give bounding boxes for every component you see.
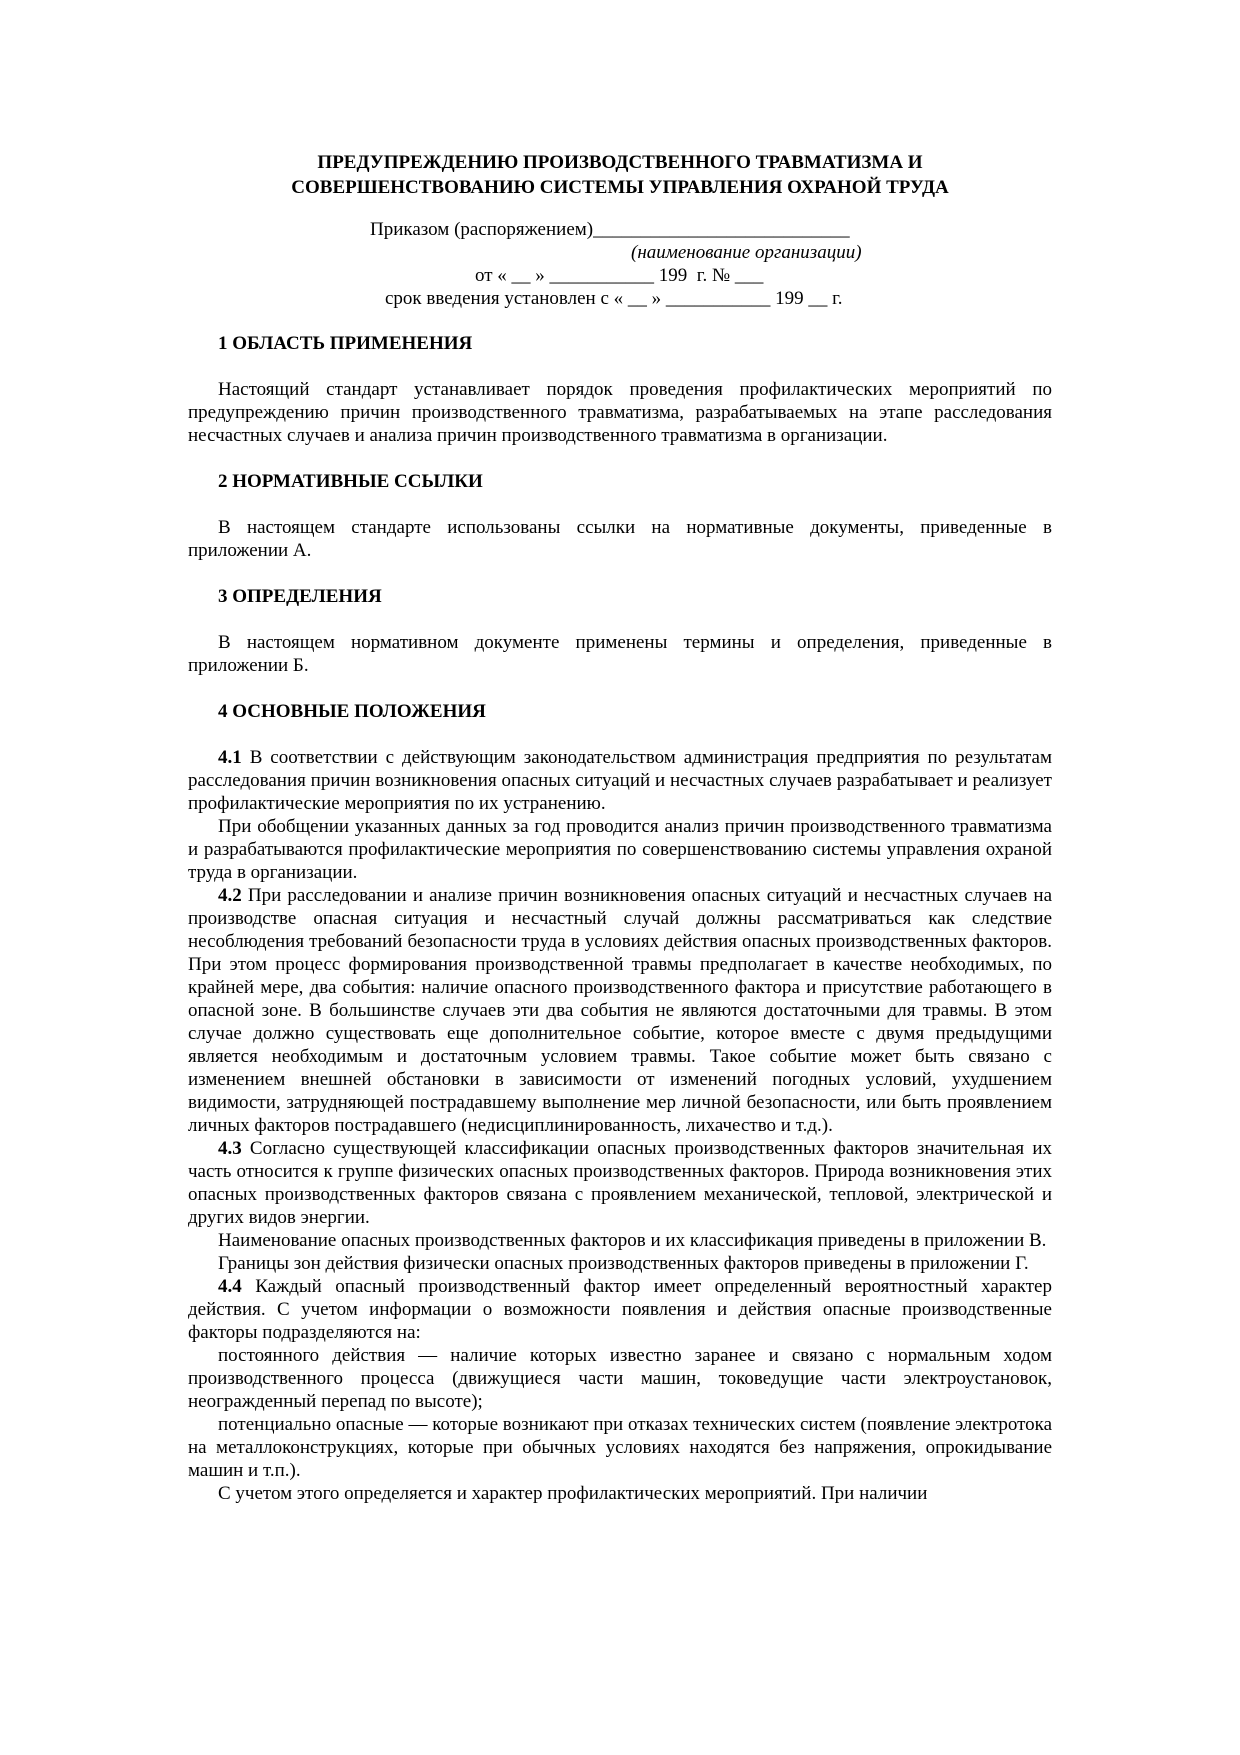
section-heading-4: 4 ОСНОВНЫЕ ПОЛОЖЕНИЯ	[218, 701, 486, 722]
order-date-line: от « __ » ___________ 199 г. № ___	[475, 265, 764, 286]
clause-text: Согласно существующей классификации опасных производственных факторов значительная их часть относится к группе физических опасных производственных факторов. Природа возникновения этих опасных производственных факторов связана с проявлением механической, тепловой, электрической и других видов энергии.	[188, 1138, 1052, 1228]
section-heading-1: 1 ОБЛАСТЬ ПРИМЕНЕНИЯ	[218, 333, 473, 354]
section-heading-3: 3 ОПРЕДЕЛЕНИЯ	[218, 586, 382, 607]
order-line: Приказом (распоряжением)___________________________	[370, 219, 850, 240]
paragraph: постоянного действия — наличие которых известно заранее и связано с нормальным ходом производственного процесса (движущиеся части машин, токоведущие части электроустановок, неогражденный перепад по высоте);	[188, 1345, 1052, 1412]
paragraph-4-4	[188, 1275, 1052, 1344]
paragraph-4-3	[188, 1137, 1052, 1229]
clause-text: Каждый опасный производственный фактор имеет определенный вероятностный характер действия. С учетом информации о возможности появления и действия опасные производственные факторы подразделяются на:	[188, 1276, 1052, 1343]
paragraph: В настоящем стандарте использованы ссылки на нормативные документы, приведенные в приложении А.	[188, 517, 1052, 561]
clause-number: 4.4	[218, 1276, 242, 1297]
paragraph: С учетом этого определяется и характер профилактических мероприятий. При наличии	[218, 1483, 928, 1504]
title-line-1: ПРЕДУПРЕЖДЕНИЮ ПРОИЗВОДСТВЕННОГО ТРАВМАТИЗМА И	[317, 152, 923, 173]
paragraph: Наименование опасных производственных факторов и их классификация приведены в приложении В.	[218, 1230, 1047, 1251]
effective-date-line: срок введения установлен с « __ » ___________ 199 __ г.	[385, 288, 843, 309]
clause-text: В соответствии с действующим законодательством администрация предприятия по результатам расследования причин возникновения опасных ситуаций и несчастных случаев разрабатывает и реализует профилактические мероприятия по их устранению.	[188, 747, 1052, 814]
paragraph: Настоящий стандарт устанавливает порядок проведения профилактических мероприятий по предупреждению причин производственного травматизма, разрабатываемых на этапе расследования несчастных случаев и анализа причин производственного травматизма в организации.	[188, 379, 1052, 446]
section-heading-2: 2 НОРМАТИВНЫЕ ССЫЛКИ	[218, 471, 483, 492]
clause-number: 4.2	[218, 885, 242, 906]
organization-name-note: (наименование организации)	[631, 242, 862, 263]
clause-text: При расследовании и анализе причин возникновения опасных ситуаций и несчастных случаев на производстве опасная ситуация и несчастный случай должны рассматриваться как следствие несоблюдения требований безопасности труда в условиях действия опасных производственных факторов. При этом процесс формирования производственной травмы предполагает в качестве необходимых, по крайней мере, два события: наличие опасного производственного фактора и присутствие работающего в опасной зоне. В большинстве случаев эти два события не являются достаточными для травмы. В этом случае должно существовать еще дополнительное событие, которое вместе с двумя предыдущими является необходимым и достаточным условием травмы. Такое событие может быть связано с изменением внешней обстановки в зависимости от изменений погодных условий, ухудшением видимости, затрудняющей пострадавшему выполнение мер личной безопасности, или быть проявлением личных факторов пострадавшего (недисциплинированность, лихачество и т.д.).	[188, 885, 1052, 1136]
document-body	[188, 332, 1052, 1505]
paragraph: При обобщении указанных данных за год проводится анализ причин производственного травматизма и разрабатываются профилактические мероприятия по совершенствованию системы управления охраной труда в организации.	[188, 816, 1052, 883]
paragraph: потенциально опасные — которые возникают при отказах технических систем (появление электротока на металлоконструкциях, которые при обычных условиях находятся без напряжения, опрокидывание машин и т.п.).	[188, 1414, 1052, 1481]
paragraph-4-1	[188, 746, 1052, 815]
clause-number: 4.3	[218, 1138, 242, 1159]
clause-number: 4.1	[218, 747, 242, 768]
paragraph-4-2	[188, 884, 1052, 1137]
paragraph: В настоящем нормативном документе применены термины и определения, приведенные в приложении Б.	[188, 632, 1052, 676]
paragraph: Границы зон действия физически опасных производственных факторов приведены в приложении Г.	[218, 1253, 1029, 1274]
title-line-2: СОВЕРШЕНСТВОВАНИЮ СИСТЕМЫ УПРАВЛЕНИЯ ОХРАНОЙ ТРУДА	[291, 177, 949, 198]
document-title	[188, 150, 1052, 200]
